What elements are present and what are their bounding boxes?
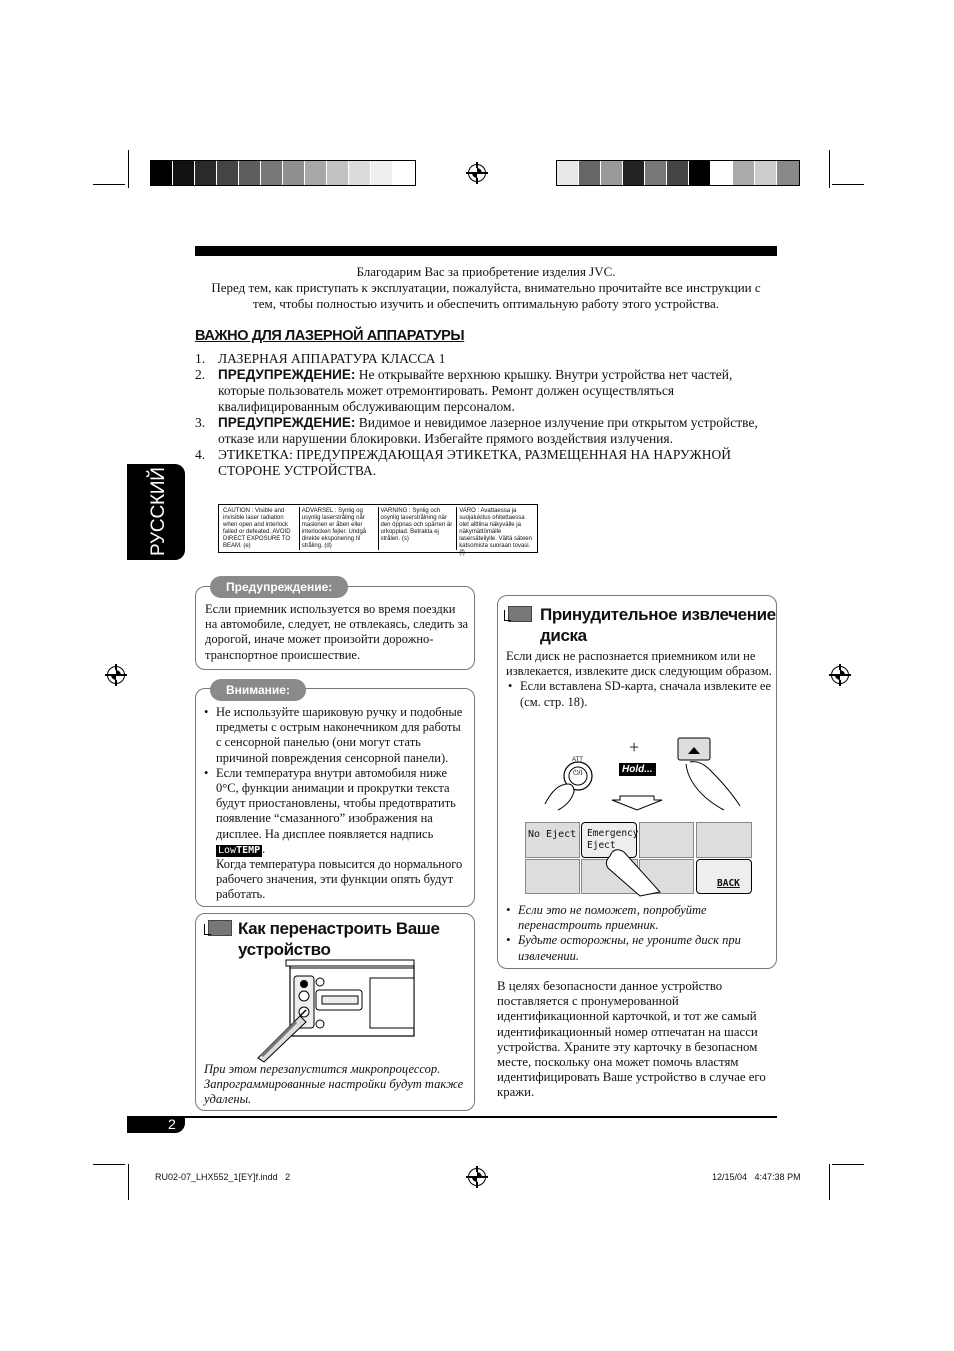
page-number: 2: [168, 1116, 176, 1132]
power-button-label: ⏻/I: [573, 770, 583, 777]
reset-illustration: [250, 958, 414, 1062]
registration-mark-left: [107, 666, 125, 684]
laser-heading: ВАЖНО ДЛЯ ЛАЗЕРНОЙ АППАРАТУРЫ: [195, 328, 465, 344]
top-rule: [195, 246, 777, 256]
caution-bullet-2: • Если температура внутри автомобиля ниже 0°C, функции анимации и прокрутки текста будут приостановлены, чтобы предотвратить появление “смазанного” изображения на дисплее. На дисплее появляется надпись LowTEMP . Когда температура повысится до нормального рабочего значения, эти функции опять будут работать.: [204, 766, 468, 903]
language-side-tab: [127, 464, 185, 560]
reset-heading: Как перенастроить Ваше устройство: [238, 919, 440, 959]
eject-note-2: • Будьте осторожны, не уроните диск при извлечении.: [506, 933, 768, 963]
list-item: 4. ЭТИКЕТКА: ПРЕДУПРЕЖДАЮЩАЯ ЭТИКЕТКА, РАЗМЕЩЕННАЯ НА НАРУЖНОЙ СТОРОНЕ УСТРОЙСТВА.: [195, 447, 731, 478]
laser-list: [195, 351, 775, 479]
label-cell-da: ADVARSEL : Synlig og usynlig laserstråling når maskinen er åben eller interlocken fejler. Undgå direkte eksponering til stråling. (d): [300, 507, 379, 550]
no-eject-button[interactable]: No Eject: [525, 822, 580, 858]
registration-mark-bottom: [468, 1168, 486, 1186]
section-heading-icon: [508, 606, 532, 622]
label-cell-fi: VARO : Avattaessa ja suojalukitus ohitettaessa olet alttiina näkyvälle ja näkymättömälle lasersäteilylle. Vältä säteen katsomista suoraan tovasi. (f): [459, 508, 532, 556]
touch-key[interactable]: [696, 822, 752, 858]
registration-mark-right: [831, 666, 849, 684]
bottom-rule: [127, 1116, 777, 1118]
plus-sign: +: [629, 737, 640, 757]
warning-text: Если приемник используется во время поездки на автомобиле, следует, не отвлекаясь, следить за дорогой, иначе может произойти дорожно-транспортное происшествие.: [205, 602, 469, 662]
touch-key[interactable]: [525, 859, 580, 894]
list-item: 1. ЛАЗЕРНАЯ АППАРАТУРА КЛАССА 1: [195, 351, 446, 366]
back-button[interactable]: BACK: [696, 859, 752, 894]
footer-file: RU02-07_LHX552_1[EY]f.indd 2: [155, 1172, 291, 1182]
page-number-tab: [127, 1117, 185, 1133]
footer-date: 12/15/04 4:47:38 PM: [712, 1172, 801, 1182]
eject-text: Если диск не распознается приемником или не извлекается, извлеките диск следующим образом. • Если вставлена SD-карта, сначала извлеките ее (см. стр. 18).: [506, 649, 772, 710]
list-item: 2. ПРЕДУПРЕЖДЕНИЕ: Не открывайте верхнюю крышку. Внутри устройства нет частей, которые пользователь может отремонтировать. Ремонт должен осуществляться квалифицированным обслуживающим персоналом.: [195, 367, 733, 414]
list-item: 3. ПРЕДУПРЕЖДЕНИЕ: Видимое и невидимое лазерное излучение при открытом устройстве, отказе или нарушении блокировки. Избегайте прямого воздействия излучения.: [195, 415, 758, 446]
hold-label: Hold...: [619, 763, 656, 776]
reset-note: При этом перезапустится микропроцессор. Запрограммированные настройки будут также удалены.: [204, 1062, 464, 1107]
eject-notes: [506, 903, 768, 964]
label-cell-sv: VARNING : Synlig och osynlig laserstrålning när den öppnas och spärren är urkopplad. Betrakta ej strålen. (s): [379, 507, 458, 550]
emergency-eject-button[interactable]: Emergency Eject: [581, 822, 637, 858]
color-bar-left: [150, 160, 416, 186]
eject-note-1: • Если это не поможет, попробуйте перенастроить приемник.: [506, 903, 768, 933]
att-label: ATT: [572, 757, 583, 763]
section-heading-icon: [208, 920, 232, 936]
down-arrow-icon: [610, 795, 664, 811]
intro-line-3: тем, чтобы полностью изучить и обеспечить оптимальную работу этого устройства.: [253, 296, 719, 311]
language-side-tab-label: РУССКИЙ: [148, 467, 169, 556]
label-cell-en: CAUTION : Visible and invisible laser radiation when open and interlock failed or defeated. AVOID DIRECT EXPOSURE TO BEAM. (e): [221, 507, 300, 550]
intro-line-2: Перед тем, как приступать к эксплуатации, пожалуйста, внимательно прочитайте все инструкции с: [211, 280, 761, 295]
caution-bullet-2-continued: Когда температура повысится до нормального рабочего значения, эти функции опять будут работать.: [216, 857, 463, 902]
security-text: В целях безопасности данное устройство поставляется с пронумерованной идентификационной карточкой, и тот же самый идентификационный номер отпечатан на шасси устройства. Храните эту карточку в безопасном месте, поскольку она может помочь властям идентифицировать Ваше устройство в случае его кражи.: [497, 979, 766, 1100]
laser-warning-label: [218, 504, 538, 556]
caution-text: [204, 705, 468, 903]
intro-text: [190, 264, 782, 312]
caution-bullet-1: • Не используйте шариковую ручку и подобные предметы с острым наконечником для работы с сенсорной панелью (они могут стать причиной повреждения сенсорной панели).: [204, 705, 468, 766]
intro-line-1: Благодарим Вас за приобретение изделия JVC.: [356, 264, 616, 279]
eject-heading: Принудительное извлечение диска: [540, 605, 776, 645]
lowtemp-indicator: LowTEMP: [218, 844, 261, 856]
caution-pill: Внимание:: [210, 679, 306, 701]
color-bar-right: [556, 160, 800, 186]
warning-pill: Предупреждение:: [210, 576, 348, 598]
finger-pointer: [600, 846, 670, 896]
eject-bullet: • Если вставлена SD-карта, сначала извлеките ее (см. стр. 18).: [508, 679, 772, 709]
registration-mark-top: [468, 164, 486, 182]
